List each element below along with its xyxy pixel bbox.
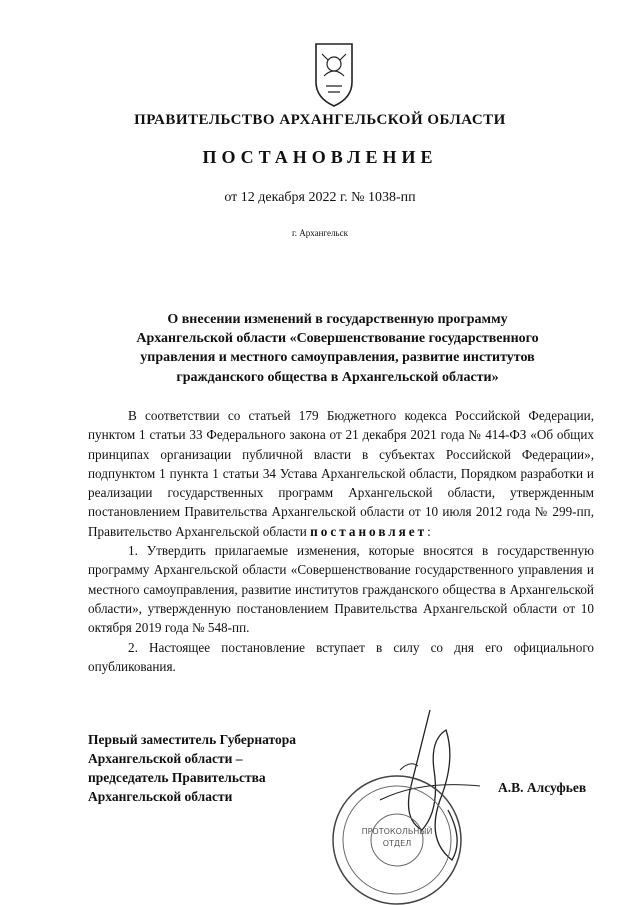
subject-line: Архангельской области «Совершенствование государственного xyxy=(136,331,539,347)
document-type: ПОСТАНОВЛЕНИЕ xyxy=(202,147,438,167)
preamble-paragraph xyxy=(88,406,594,541)
official-stamp xyxy=(316,760,478,905)
signer-title xyxy=(88,730,296,806)
coat-of-arms-icon xyxy=(312,42,356,108)
signer-title-line: Архангельской области xyxy=(88,789,233,804)
svg-text:ОТДЕЛ: ОТДЕЛ xyxy=(382,839,412,848)
subject-line: О внесении изменений в государственную программу xyxy=(167,312,508,327)
city: г. Архангельск xyxy=(292,228,348,238)
signer-name: А.В. Алсуфьев xyxy=(498,780,587,795)
document-subject xyxy=(100,310,575,387)
preamble-text: В соответствии со статьей 179 Бюджетного кодекса Российской Федерации, пунктом 1 статьи 33 Федерального закона от 21 декабря 2021 года № 414-ФЗ «Об общих принципах организации публичной власти в субъектах Российской Федерации», подпунктом 1 пункта 1 статьи 34 Устава Архангельской области, Порядком разработки и реализации государственных программ Архангельской области, утвержденным постановлением Правительства Архангельской области от 10 июля 2012 года № 299-пп, Правительство Архангельской области xyxy=(88,408,594,539)
item-1: 1. Утвердить прилагаемые изменения, которые вносятся в государственную программу Архангельской области «Совершенствование государственного управления и местного самоуправления, развитие институтов гражданского общества в Архангельской области», утвержденную постановлением Правительства Архангельской области от 10 октября 2019 года № 548-пп. xyxy=(88,543,594,636)
item-2: 2. Настоящее постановление вступает в силу со дня его официального опубликования. xyxy=(88,639,594,674)
decree-colon: : xyxy=(427,523,431,539)
signer-title-line: Первый заместитель Губернатора xyxy=(88,732,296,747)
signer-title-line: председатель Правительства xyxy=(88,770,266,785)
decree-word: постановляет xyxy=(310,523,428,539)
date-number: от 12 декабря 2022 г. № 1038-пп xyxy=(224,190,416,205)
document-body xyxy=(88,406,594,676)
subject-line: гражданского общества в Архангельской области» xyxy=(176,369,499,385)
signer-title-line: Архангельской области – xyxy=(88,751,243,766)
subject-line: управления и местного самоуправления, развитие институтов xyxy=(140,350,535,366)
svg-text:ПРОТОКОЛЬНЫЙ: ПРОТОКОЛЬНЫЙ xyxy=(361,827,433,836)
government-name: ПРАВИТЕЛЬСТВО АРХАНГЕЛЬСКОЙ ОБЛАСТИ xyxy=(134,112,506,128)
